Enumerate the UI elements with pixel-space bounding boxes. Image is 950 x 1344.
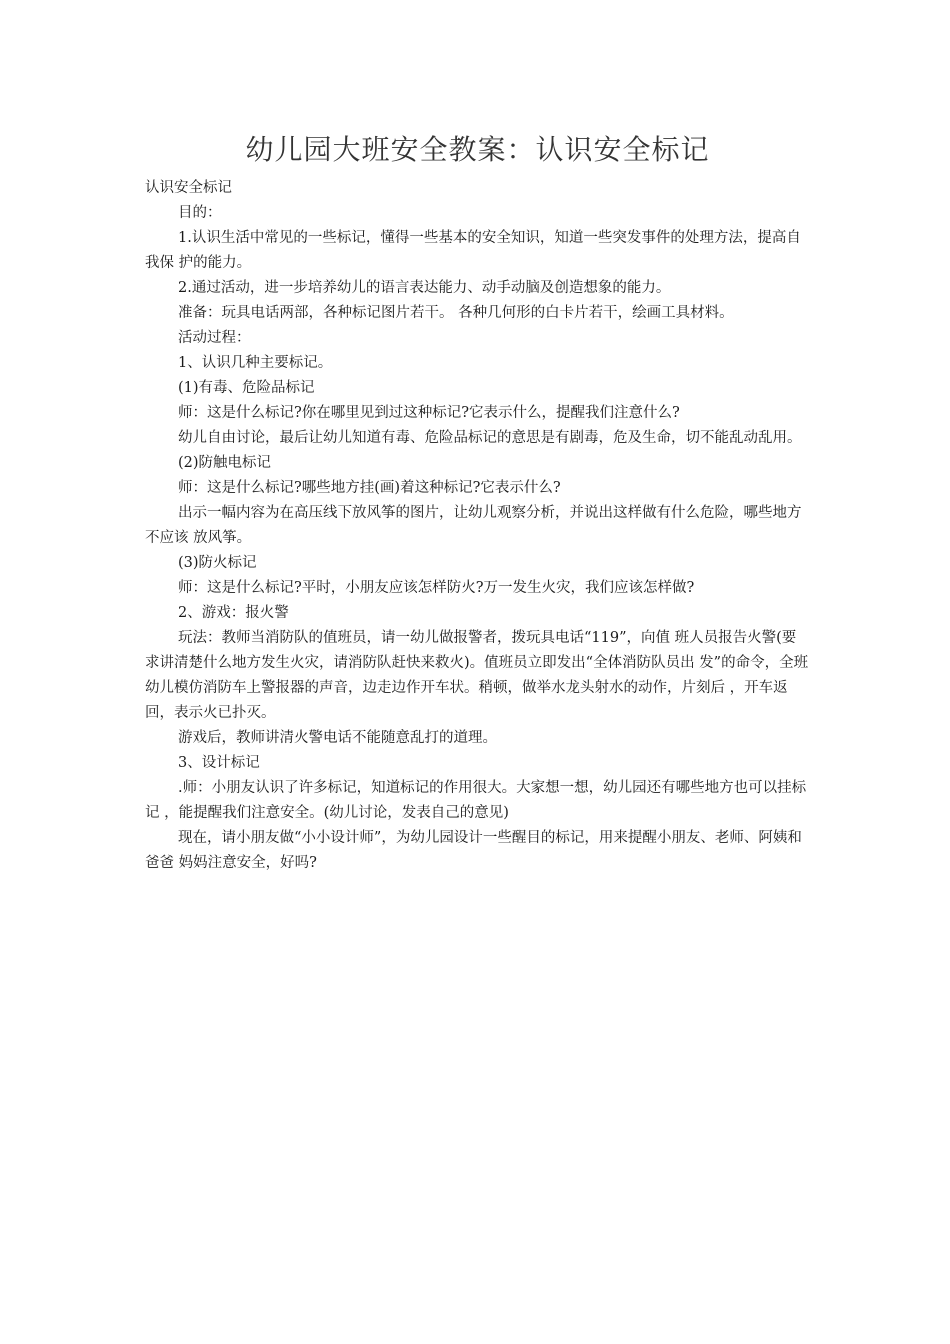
paragraph-item-fire: (3)防火标记 [178,555,257,571]
paragraph-item-poison: (1)有毒、危险品标记 [178,380,315,396]
paragraph-teacher-question-1: 师：这是什么标记?你在哪里见到过这种标记?它表示什么，提醒我们注意什么? [178,405,680,421]
paragraph-kite-picture: 出示一幅内容为在高压线下放风筝的图片，让幼儿观察分析，并说出这样做有什么危险，哪些地方不应该 放风筝。 [145,505,802,546]
paragraph-teacher-question-3: 师：这是什么标记?平时，小朋友应该怎样防火?万一发生火灾，我们应该怎样做? [178,580,695,596]
paragraph-goal-1: 1.认识生活中常见的一些标记，懂得一些基本的安全知识，知道一些突发事件的处理方法，提高自我保 护的能力。 [145,230,801,271]
paragraph-design-task: 现在，请小朋友做“小小设计师”，为幼儿园设计一些醒目的标记，用来提醒小朋友、老师、阿姨和爸爸 妈妈注意安全，好吗? [145,830,802,871]
paragraph-goal-2: 2.通过活动，进一步培养幼儿的语言表达能力、动手动脑及创造想象的能力。 [178,280,671,296]
paragraph-goal-heading: 目的： [178,205,222,221]
document-title: 幼儿园大班安全教案：认识安全标记 [245,133,710,166]
paragraph-process-heading: 活动过程： [178,330,251,346]
paragraph-game-rules: 玩法：教师当消防队的值班员，请一幼儿做报警者，拨玩具电话“119”，向值 班人员报告火警(要求讲清楚什么地方发生火灾，请消防队赶快来救火)。值班员立即发出“全体消防队员出 发”的命令，全班幼儿模仿消防车上警报器的声音，边走边作开车状。稍顿，做举水龙头射水的动作，片刻后 ，开车返回，表示火已扑灭。 [145,630,809,721]
paragraph-preparation: 准备：玩具电话两部，各种标记图片若干。 各种几何形的白卡片若干，绘画工具材料。 [178,305,734,321]
document-page [145,130,810,876]
paragraph-after-game: 游戏后，教师讲清火警电话不能随意乱打的道理。 [178,730,497,746]
paragraph-item-electric: (2)防触电标记 [178,455,272,471]
paragraph-teacher-question-2: 师：这是什么标记?哪些地方挂(画)着这种标记?它表示什么? [178,480,561,496]
paragraph-discussion-1: 幼儿自由讨论，最后让幼儿知道有毒、危险品标记的意思是有剧毒，危及生命，切不能乱动乱用。 [178,430,802,446]
paragraph-section-1: 1、认识几种主要标记。 [178,355,333,371]
paragraph-section-2: 2、游戏：报火警 [178,605,289,621]
paragraph-section-3: 3、设计标记 [178,755,260,771]
paragraph-design-intro: .师：小朋友认识了许多标记，知道标记的作用很大。大家想一想，幼儿园还有哪些地方也可以挂标记 ，能提醒我们注意安全。(幼儿讨论，发表自己的意见) [145,780,807,821]
document-subtitle: 认识安全标记 [145,180,232,196]
